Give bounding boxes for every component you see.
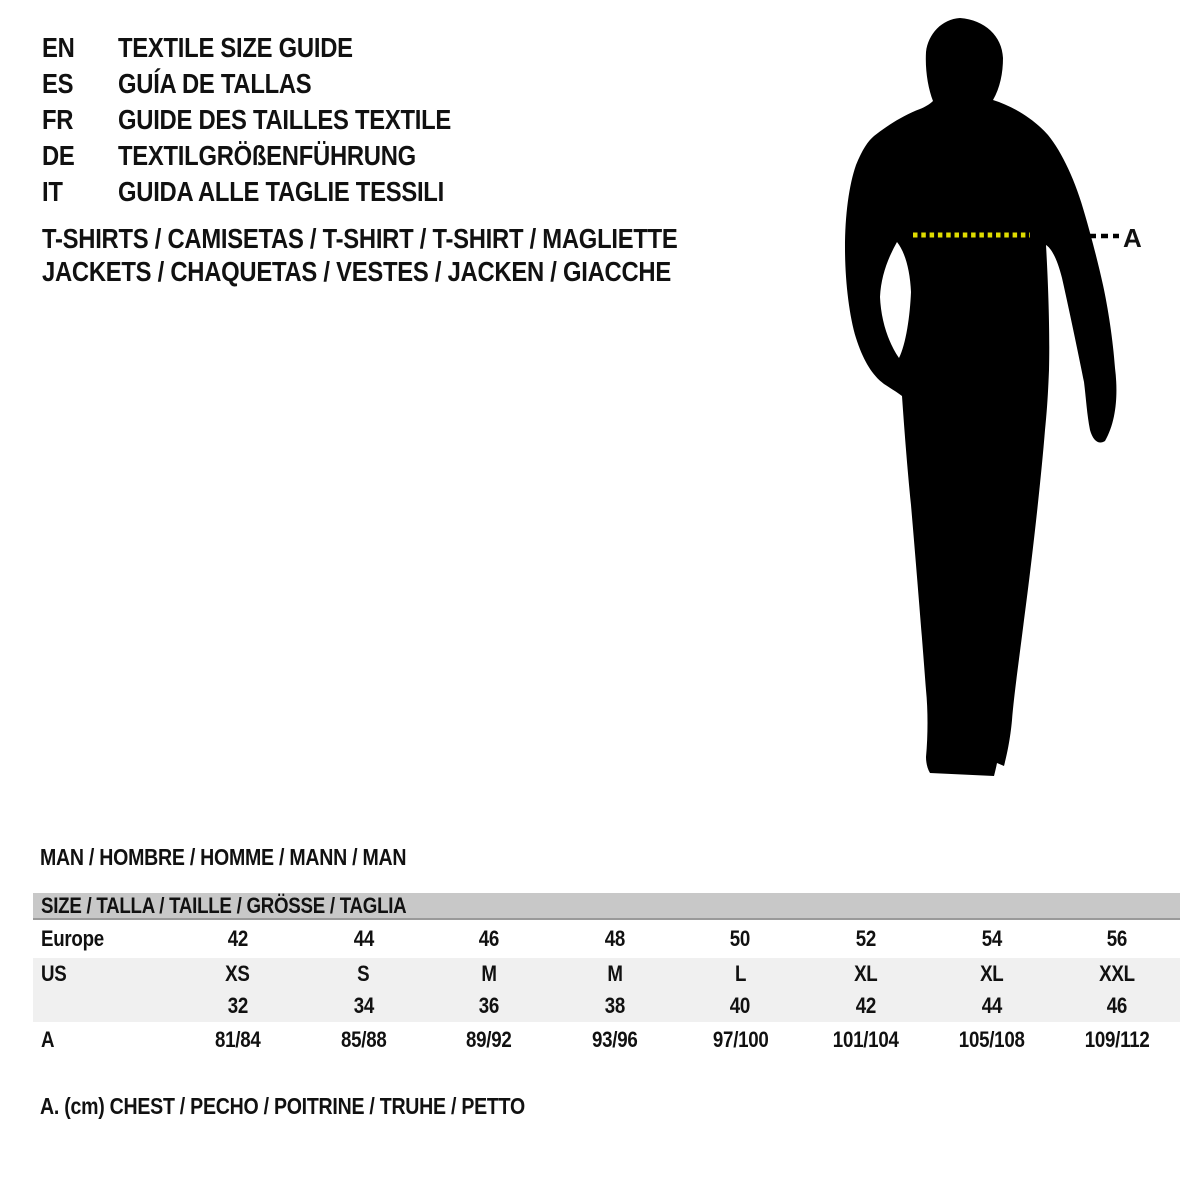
size-cell: 42 bbox=[855, 993, 877, 1018]
language-row-en bbox=[42, 30, 510, 66]
size-cell: XL bbox=[854, 961, 878, 986]
size-cell: 44 bbox=[981, 993, 1002, 1018]
language-code: ES bbox=[42, 68, 74, 99]
man-silhouette-svg bbox=[820, 0, 1200, 800]
size-cell: XS bbox=[225, 961, 251, 986]
size-cell: 44 bbox=[353, 926, 374, 951]
measurement-note: A. (cm) CHEST / PECHO / POITRINE / TRUHE / PETTO bbox=[40, 1093, 525, 1119]
size-cell: 50 bbox=[730, 926, 751, 951]
size-cell: XL bbox=[979, 961, 1004, 986]
language-code: DE bbox=[42, 140, 75, 171]
size-cell: 46 bbox=[478, 926, 500, 951]
size-cell: 46 bbox=[1107, 993, 1128, 1018]
language-code: EN bbox=[42, 32, 75, 63]
size-cell: 56 bbox=[1107, 926, 1128, 951]
size-cell: 109/112 bbox=[1084, 1027, 1150, 1052]
size-cell: M bbox=[607, 961, 623, 986]
language-row-it bbox=[42, 174, 510, 210]
size-cell: 42 bbox=[227, 926, 248, 951]
product-line-jackets: JACKETS / CHAQUETAS / VESTES / JACKEN / GIACCHE bbox=[42, 256, 671, 287]
size-cell: 34 bbox=[353, 993, 374, 1018]
size-cell: XXL bbox=[1099, 961, 1135, 986]
measure-label-a: A bbox=[1123, 223, 1142, 253]
language-code: IT bbox=[42, 176, 63, 207]
language-row-fr bbox=[42, 102, 510, 138]
guide-title-de: TEXTILGRÖßENFÜHRUNG bbox=[118, 140, 416, 171]
size-cell: 97/100 bbox=[712, 1027, 769, 1052]
size-cell: 81/84 bbox=[215, 1027, 261, 1052]
size-cell: 93/96 bbox=[591, 1027, 638, 1052]
language-list bbox=[42, 30, 510, 210]
table-row-europe bbox=[33, 920, 1180, 958]
size-cell: 85/88 bbox=[340, 1027, 387, 1052]
man-silhouette bbox=[845, 18, 1116, 776]
size-cell: 101/104 bbox=[833, 1027, 899, 1052]
size-cell: 32 bbox=[227, 993, 248, 1018]
guide-title-it: GUIDA ALLE TAGLIE TESSILI bbox=[118, 176, 444, 207]
man-figure bbox=[820, 0, 1200, 800]
guide-title-fr: GUIDE DES TAILLES TEXTILE bbox=[118, 104, 452, 135]
product-categories bbox=[42, 222, 790, 288]
size-cell: L bbox=[734, 961, 746, 986]
row-label: Europe bbox=[41, 926, 104, 951]
size-cell: 40 bbox=[730, 993, 751, 1018]
size-cell: S bbox=[357, 961, 370, 986]
row-label: A bbox=[41, 1027, 55, 1052]
size-cell: 52 bbox=[855, 926, 877, 951]
table-row-numeric bbox=[33, 990, 1180, 1022]
product-line-tshirts: T-SHIRTS / CAMISETAS / T-SHIRT / T-SHIRT / MAGLIETTE bbox=[42, 223, 678, 254]
size-cell: 105/108 bbox=[958, 1027, 1025, 1052]
table-row-chest bbox=[33, 1022, 1180, 1058]
size-table bbox=[33, 893, 1180, 1058]
guide-title-es: GUÍA DE TALLAS bbox=[118, 68, 312, 99]
size-cell: 48 bbox=[604, 926, 625, 951]
guide-title-en: TEXTILE SIZE GUIDE bbox=[118, 32, 353, 63]
size-table-header: SIZE / TALLA / TAILLE / GRÖSSE / TAGLIA bbox=[33, 893, 1180, 920]
language-code: FR bbox=[42, 104, 74, 135]
language-row-es bbox=[42, 66, 510, 102]
row-label bbox=[33, 993, 175, 1019]
size-cell: 38 bbox=[604, 993, 625, 1018]
size-cell: M bbox=[481, 961, 497, 986]
table-row-us bbox=[33, 958, 1180, 990]
row-label: US bbox=[41, 961, 67, 986]
size-cell: 36 bbox=[478, 993, 500, 1018]
size-cell: 89/92 bbox=[466, 1027, 512, 1052]
language-row-de bbox=[42, 138, 510, 174]
size-cell: 54 bbox=[981, 926, 1002, 951]
section-title: MAN / HOMBRE / HOMME / MANN / MAN bbox=[40, 844, 407, 870]
